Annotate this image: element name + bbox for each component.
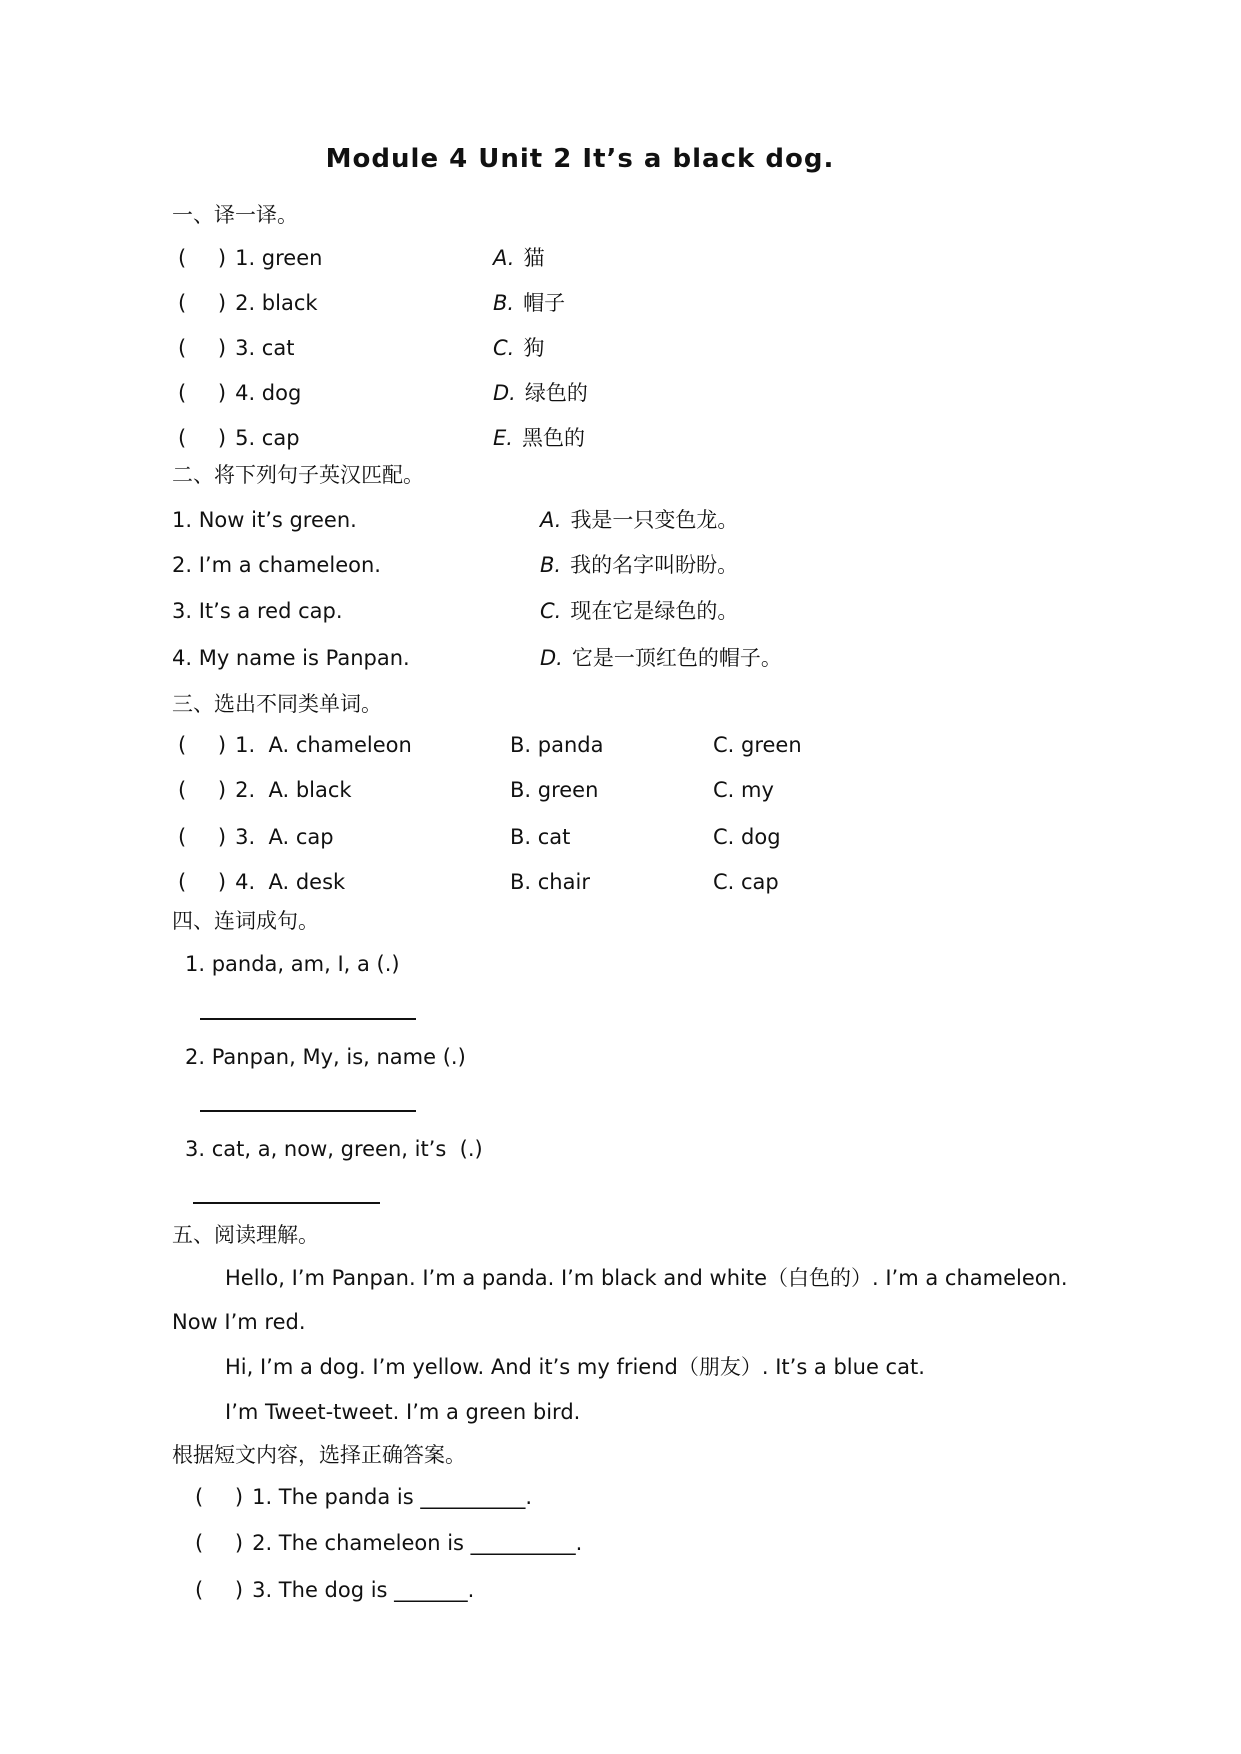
answer-paren: ( ) [178, 426, 228, 450]
passage-line: Now I’m red. [172, 1310, 306, 1334]
option-letter: C. [540, 599, 562, 623]
option-text: 黑色的 [521, 426, 585, 450]
option-text: 狗 [523, 336, 545, 360]
answer-paren: ( ) [195, 1578, 245, 1602]
match-item-left [178, 236, 322, 281]
option-text: 帽子 [523, 291, 566, 315]
question-text: 1. The panda is __________. [252, 1485, 533, 1509]
option-letter: B. [493, 291, 515, 315]
option-letter: B. [540, 553, 562, 577]
option-text: 我是一只变色龙。 [570, 508, 739, 532]
option-text: 猫 [523, 246, 545, 270]
section-4-heading: 四、连词成句。 [172, 909, 319, 933]
sentence-item-left: 1. Now it’s green. [172, 508, 357, 532]
option-b: B. chair [510, 870, 590, 894]
sentence-item-left: 2. I’m a chameleon. [172, 553, 381, 577]
match-item-text: 2. black [235, 291, 318, 315]
option-a: 2. A. black [235, 778, 352, 802]
option-text: 现在它是绿色的。 [570, 599, 739, 623]
match-item-right [493, 371, 588, 416]
match-item-text: 4. dog [235, 381, 302, 405]
option-letter: E. [493, 426, 513, 450]
reorder-item: 1. panda, am, I, a (.) [185, 952, 400, 976]
question-item [195, 1475, 532, 1520]
match-item-text: 5. cap [235, 426, 300, 450]
option-letter: D. [493, 381, 516, 405]
reading-instruction: 根据短文内容，选择正确答案。 [172, 1443, 466, 1467]
answer-paren: ( ) [178, 778, 228, 802]
sentence-item-right [540, 636, 782, 681]
match-item-right [493, 236, 544, 281]
answer-line [200, 1110, 416, 1112]
answer-paren: ( ) [178, 825, 228, 849]
passage-line: Hello, I’m Panpan. I’m a panda. I’m black and white（白色的）. I’m a chameleon. [225, 1266, 1068, 1290]
option-c: C. cap [713, 870, 779, 894]
answer-paren: ( ) [178, 246, 228, 270]
sentence-item-right [540, 543, 738, 588]
option-text: 我的名字叫盼盼。 [570, 553, 739, 577]
answer-line [193, 1202, 380, 1204]
match-item-right [493, 326, 544, 371]
question-item [195, 1568, 474, 1613]
option-c: C. dog [713, 825, 781, 849]
sentence-item-right [540, 589, 738, 634]
section-2-heading: 二、将下列句子英汉匹配。 [172, 463, 424, 487]
option-letter: A. [493, 246, 515, 270]
question-text: 3. The dog is _______. [252, 1578, 475, 1602]
match-item-left [178, 281, 318, 326]
match-item-text: 3. cat [235, 336, 295, 360]
sentence-item-left: 4. My name is Panpan. [172, 646, 410, 670]
answer-paren: ( ) [195, 1531, 245, 1555]
option-b: B. green [510, 778, 599, 802]
answer-paren: ( ) [178, 733, 228, 757]
match-item-right [493, 416, 585, 461]
option-a: 3. A. cap [235, 825, 334, 849]
passage-line: I’m Tweet-tweet. I’m a green bird. [225, 1400, 581, 1424]
match-item-right [493, 281, 565, 326]
option-text: 它是一顶红色的帽子。 [571, 646, 782, 670]
option-b: B. cat [510, 825, 571, 849]
question-text: 2. The chameleon is __________. [252, 1531, 583, 1555]
option-text: 绿色的 [524, 381, 588, 405]
answer-paren: ( ) [195, 1485, 245, 1509]
option-b: B. panda [510, 733, 604, 757]
option-letter: A. [540, 508, 562, 532]
section-5-heading: 五、阅读理解。 [172, 1223, 319, 1247]
match-item-text: 1. green [235, 246, 323, 270]
option-letter: D. [540, 646, 563, 670]
section-1-heading: 一、译一译。 [172, 203, 298, 227]
passage-line: Hi, I’m a dog. I’m yellow. And it’s my friend（朋友）. It’s a blue cat. [225, 1355, 925, 1379]
option-a: 1. A. chameleon [235, 733, 412, 757]
sentence-item-left: 3. It’s a red cap. [172, 599, 343, 623]
match-item-left [178, 326, 294, 371]
match-item-left [178, 371, 301, 416]
reorder-item: 2. Panpan, My, is, name (.) [185, 1045, 466, 1069]
option-c: C. green [713, 733, 802, 757]
worksheet-title: Module 4 Unit 2 It’s a black dog. [325, 144, 835, 174]
answer-paren: ( ) [178, 870, 228, 894]
option-c: C. my [713, 778, 774, 802]
option-a: 4. A. desk [235, 870, 346, 894]
answer-paren: ( ) [178, 291, 228, 315]
odd-one-out-item [178, 723, 412, 768]
sentence-item-right [540, 498, 738, 543]
section-3-heading: 三、选出不同类单词。 [172, 692, 382, 716]
odd-one-out-item [178, 815, 334, 860]
answer-line [200, 1018, 416, 1020]
answer-paren: ( ) [178, 336, 228, 360]
answer-paren: ( ) [178, 381, 228, 405]
option-letter: C. [493, 336, 515, 360]
odd-one-out-item [178, 768, 352, 813]
reorder-item: 3. cat, a, now, green, it’s (.) [185, 1137, 483, 1161]
question-item [195, 1521, 582, 1566]
